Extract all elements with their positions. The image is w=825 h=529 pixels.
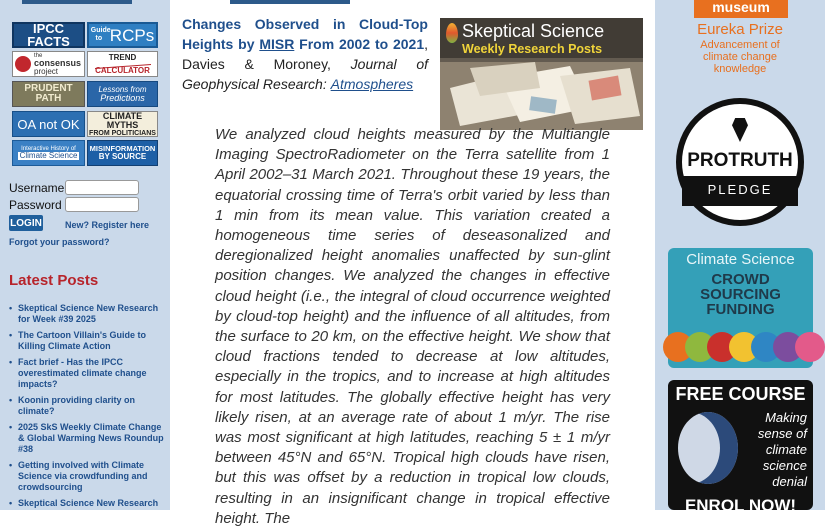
main-content <box>170 0 655 527</box>
crowd-line2: SOURCING <box>700 286 781 303</box>
crowd-line1: CROWD <box>711 271 770 288</box>
museum-label: museum <box>712 0 770 15</box>
course-text <box>758 410 807 490</box>
latest-posts-list <box>8 303 168 514</box>
article-citation <box>182 14 428 94</box>
username-input[interactable] <box>65 180 139 195</box>
consensus-logo-icon <box>15 56 31 72</box>
history-climate-science-badge[interactable] <box>12 140 85 166</box>
eureka-prize-subtitle <box>655 39 825 75</box>
moon-icon <box>678 412 738 484</box>
password-label: Password <box>9 198 62 212</box>
journal-name: Journal of Geophysical Research: <box>182 56 429 92</box>
forgot-password-link[interactable]: Forgot your password? <box>9 237 110 247</box>
misr-link[interactable]: MISR <box>259 36 295 52</box>
course-line1: Making <box>765 410 807 425</box>
sks-weekly-research-image <box>440 18 643 130</box>
trend-calculator-badge[interactable] <box>87 51 158 77</box>
latest-post-item[interactable]: • Fact brief - Has the IPCC overestimated climate change impacts? <box>8 357 168 390</box>
consensus-line2: project <box>34 66 59 76</box>
from-politicians-label: FROM POLITICIANS <box>89 129 156 137</box>
prudent-path-label: PRUDENT PATH <box>24 83 73 104</box>
register-link[interactable]: New? Register here <box>65 220 150 230</box>
colored-circles-icon <box>668 322 813 372</box>
misinformation-source-badge[interactable] <box>87 140 158 166</box>
latest-post-item[interactable]: • Koonin providing clarity on climate? <box>8 395 168 417</box>
eureka-prize-title: Eureka Prize <box>697 21 783 38</box>
latest-post-item[interactable]: • The Cartoon Villain's Guide to Killing Climate Action <box>8 330 168 352</box>
museum-banner[interactable] <box>694 0 788 18</box>
by-source-label: BY SOURCE <box>98 151 147 161</box>
latest-post-item[interactable]: • Getting involved with Climate Science via crowdfunding and crowdsourcing <box>8 460 168 493</box>
latest-posts-heading: Latest Posts <box>9 272 99 289</box>
course-line4: science <box>762 458 807 473</box>
crowdsourcing-funding-badge[interactable] <box>668 248 813 368</box>
sks-logo-icon <box>446 23 458 43</box>
prudent-path-badge[interactable] <box>12 81 85 107</box>
login-button[interactable]: LOGIN <box>9 215 43 231</box>
calculator-label: CALCULATOR <box>95 65 150 75</box>
climate-myths-politicians-badge[interactable] <box>87 111 158 137</box>
trend-label: TREND <box>108 52 137 62</box>
oa-not-ok-label: OA not OK <box>17 116 80 132</box>
protruth-pledge-badge[interactable] <box>676 98 804 226</box>
ipcc-facts-label: IPCC FACTS <box>27 21 70 49</box>
left-sidebar <box>0 0 170 510</box>
protruth-label: PROTRUTH <box>687 150 793 171</box>
lessons-label: Lessons from <box>98 84 147 94</box>
climate-science-label: Climate Science <box>19 151 78 160</box>
article-title-link-end[interactable]: From 2002 to 2021 <box>299 36 425 52</box>
guide-to-label: Guide to <box>90 27 111 42</box>
latest-post-item[interactable]: • Skeptical Science New Research <box>8 498 168 509</box>
course-line2: sense of <box>757 426 807 441</box>
free-course-title: FREE COURSE <box>675 384 806 404</box>
misinformation-label: MISINFORMATION <box>89 144 156 154</box>
consensus-project-badge[interactable] <box>12 51 85 77</box>
latest-post-item[interactable]: • 2025 SkS Weekly Climate Change & Global Warming News Roundup #38 <box>8 422 168 455</box>
consensus-line1: consensus <box>34 57 82 68</box>
consensus-small-label: the <box>34 52 43 59</box>
sks-banner-subtitle: Weekly Research Posts <box>462 42 603 56</box>
rcps-label: RCPs <box>109 25 155 45</box>
guide-rcps-badge[interactable] <box>87 22 158 48</box>
course-line3: climate <box>765 442 807 457</box>
eureka-line3: knowledge <box>713 63 767 75</box>
article-authors: , Davies & Moroney, <box>182 36 429 72</box>
article-title-link[interactable]: Changes Observed in Cloud-Top Heights by <box>182 16 428 52</box>
latest-post-item[interactable]: • Skeptical Science New Research for Week #39 2025 <box>8 303 168 325</box>
crowd-line3: FUNDING <box>706 301 775 318</box>
eureka-line1: Advancement of <box>700 39 780 51</box>
journal-link[interactable]: Atmospheres <box>330 76 414 92</box>
username-label: Username <box>9 181 65 195</box>
predictions-label: Predictions <box>100 92 145 103</box>
history-label: Interactive History of <box>21 146 76 152</box>
eureka-line2: climate change <box>703 51 777 63</box>
lessons-predictions-badge[interactable] <box>87 81 158 107</box>
pledge-label: PLEDGE <box>707 182 773 197</box>
oa-not-ok-badge[interactable] <box>12 111 85 137</box>
enrol-now-label: ENROL NOW! <box>684 496 797 515</box>
top-edge-bar <box>230 0 350 4</box>
ipcc-facts-badge[interactable] <box>12 22 85 48</box>
course-line5: denial <box>772 474 807 489</box>
climate-myths-label: CLIMATE MYTHS <box>102 110 143 130</box>
article-abstract: We analyzed cloud heights measured by the Multiangle Imaging SpectroRadiometer on the Terra satellite from 1 April 2002–31 March 2021. Throughout these 19 years, the equatorial crossing time of Terra's orbit varied by less than 1 min from its mean value. This variation created a homogeneous time series of deseasonalized and deregionalized height anomalies unaffected by sun-glint position changes. We analyzed the changes in effective cloud height (i.e., the integral of cloud occurrence weighted by cloud-top height) and the influence of all altitudes, from the surface to 20 km, on the effective height. We show that cloud fractions tended to decrease at low altitudes, especially in the tropics, and to increase at high altitudes for most latitudes. The globally effective height has very likely risen, at an average rate of about 1 m/yr. The rise was most significant at high latitudes, reaching 5 ± 1 m/yr between 45°N and 65°N. Tropical high clouds have risen, but this was offset by a reduction in tropical low clouds, resulting in an insignificant change in tropical effective height. The <box>215 126 610 527</box>
password-input[interactable] <box>65 197 139 212</box>
free-course-badge[interactable] <box>668 380 813 515</box>
crowd-line0: Climate Science <box>686 251 795 268</box>
sks-banner-title: Skeptical Science <box>462 21 605 41</box>
right-sidebar <box>655 0 825 515</box>
pen-nib-icon <box>732 118 748 142</box>
top-stripe <box>22 0 132 4</box>
